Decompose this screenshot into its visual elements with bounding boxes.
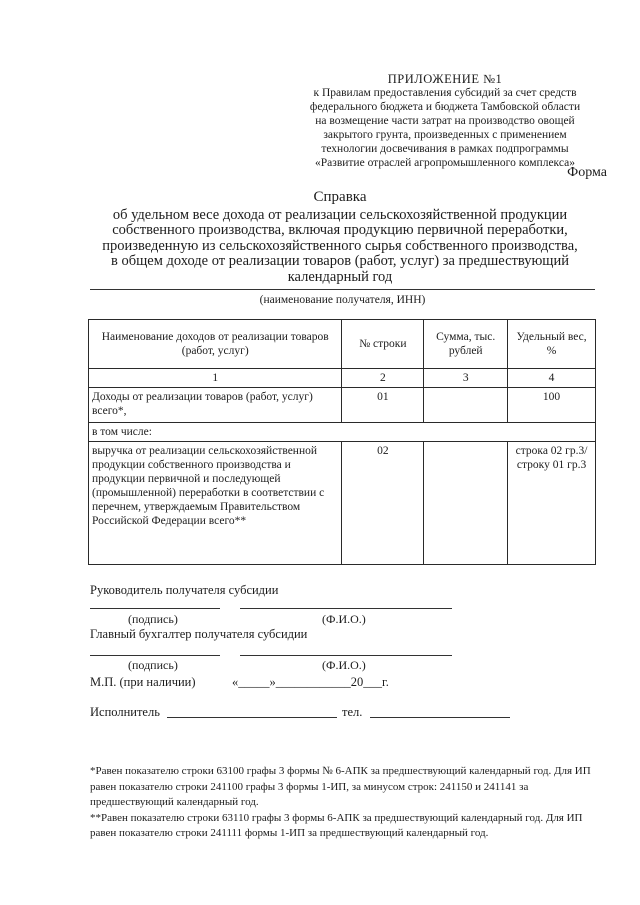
income-table [88, 319, 596, 565]
accountant-signature-line[interactable] [90, 655, 220, 656]
table-row-total [89, 388, 596, 423]
appendix-line: к Правилам предоставления субсидий за счет средств [313, 87, 577, 99]
form-label: Форма [567, 165, 607, 180]
col-number: 2 [342, 369, 424, 388]
title-heading: Справка [313, 189, 367, 205]
appendix-line: закрытого грунта, произведенных с применением [323, 129, 567, 141]
row-name: Доходы от реализации товаров (работ, услуг) всего*, [89, 388, 342, 423]
row-name: выручка от реализации сельскохозяйственной продукции собственного производства и продукции первичной и последующей (промышленной) переработки в соответствии с перечнем, утверждаемым Правительством Российской Федерации всего** [89, 442, 342, 565]
row-weight: строка 02 гр.3/ строку 01 гр.3 [508, 442, 596, 565]
row-sum[interactable] [424, 442, 508, 565]
phone-line[interactable] [370, 717, 510, 718]
row-line: 02 [342, 442, 424, 565]
header-income-name: Наименование доходов от реализации товаров (работ, услуг) [89, 320, 342, 369]
column-number-row [89, 369, 596, 388]
executor-label: Исполнитель [90, 705, 160, 719]
row-weight: 100 [508, 388, 596, 423]
appendix-line: «Развитие отраслей агропромышленного комплекса» [315, 157, 575, 169]
title-line: произведенную из сельскохозяйственного сырья собственного производства, [102, 237, 578, 254]
header-weight: Удельный вес, % [508, 320, 596, 369]
recipient-caption: (наименование получателя, ИНН) [259, 294, 426, 306]
col-number: 4 [508, 369, 596, 388]
col-number: 3 [424, 369, 508, 388]
appendix-line: федерального бюджета и бюджета Тамбовской области [309, 101, 581, 113]
title-line: об удельном весе дохода от реализации сельскохозяйственной продукции [112, 206, 568, 223]
accountant-label: Главный бухгалтер получателя субсидии [90, 627, 308, 641]
title-line: календарный год [287, 268, 393, 285]
footnotes [90, 764, 600, 842]
header-sum: Сумма, тыс. рублей [424, 320, 508, 369]
appendix-header [280, 72, 610, 170]
title-line: собственного производства, включая продукцию первичной переработки, [112, 222, 568, 238]
row-sum[interactable] [424, 388, 508, 423]
date-field[interactable]: «_____»____________20___г. [232, 675, 389, 689]
head-fio-line[interactable] [240, 608, 452, 609]
document-title [80, 190, 600, 285]
sign-caption: (подпись) [128, 612, 178, 626]
col-number: 1 [89, 369, 342, 388]
head-signature-line[interactable] [90, 608, 220, 609]
fio-caption: (Ф.И.О.) [322, 612, 366, 626]
header-line-number: № строки [342, 320, 424, 369]
fio-caption: (Ф.И.О.) [322, 658, 366, 672]
recipient-field-line[interactable] [90, 289, 595, 290]
table-row-agri [89, 442, 596, 565]
table-header-row [89, 320, 596, 369]
appendix-line: на возмещение части затрат на производство овощей [315, 115, 575, 127]
table-subheader-row [89, 423, 596, 442]
row-line: 01 [342, 388, 424, 423]
footnote-1: *Равен показателю строки 63100 графы 3 формы № 6-АПК за предшествующий календарный год. Для ИП равен показателю строки 241100 графы 3 формы 1-ИП, за минусом строк: 241150 и 241141 за предшествующий календарный год. [90, 765, 591, 808]
appendix-line: технологии досвечивания в рамках подпрограммы [321, 143, 569, 155]
footnote-2: **Равен показателю строки 63110 графы 3 формы 6-АПК за предшествующий календарный год. Для ИП равен показателю строки 241111 формы 1-ИП за предшествующий календарный год. [90, 811, 583, 839]
accountant-fio-line[interactable] [240, 655, 452, 656]
sign-caption: (подпись) [128, 658, 178, 672]
executor-line[interactable] [167, 717, 337, 718]
phone-label: тел. [342, 705, 363, 719]
head-label: Руководитель получателя субсидии [90, 583, 279, 597]
title-line: в общем доходе от реализации товаров (работ, услуг) за предшествующий [111, 253, 569, 269]
subheader: в том числе: [89, 423, 596, 442]
appendix-title: ПРИЛОЖЕНИЕ №1 [387, 72, 503, 86]
stamp-label: М.П. (при наличии) [90, 675, 196, 689]
